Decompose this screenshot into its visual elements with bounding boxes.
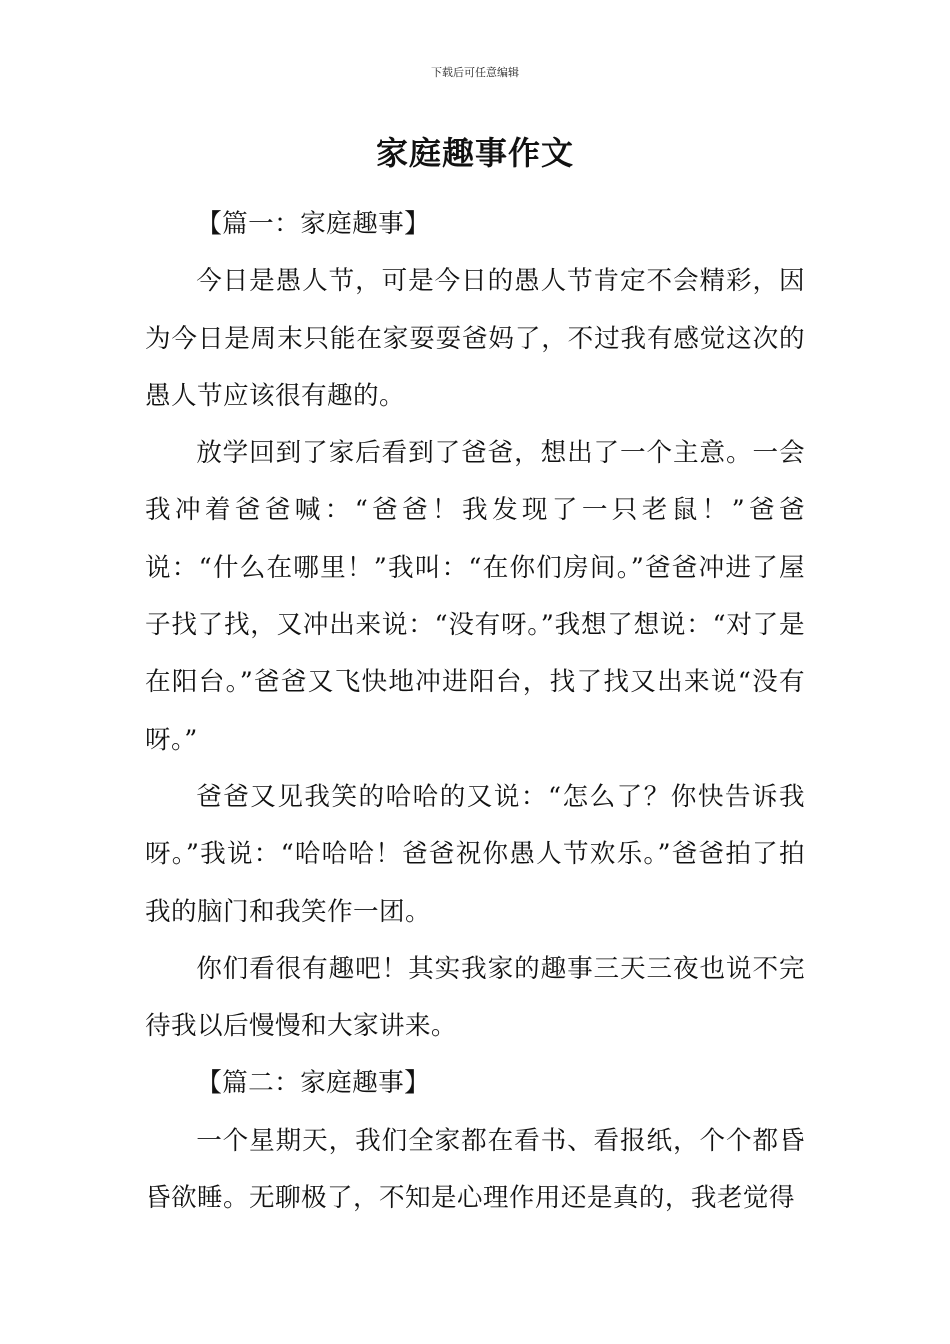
document-body	[145, 196, 805, 1227]
header-note: 下载后可任意编辑	[431, 66, 519, 79]
paragraph-1: 今日是愚人节，可是今日的愚人节肯定不会精彩，因为今日是周末只能在家耍耍爸妈了，不过我有感觉这次的愚人节应该很有趣的。	[145, 266, 805, 411]
section-heading-1: 【篇一：家庭趣事】	[196, 209, 431, 239]
section-heading-2: 【篇二：家庭趣事】	[196, 1068, 431, 1099]
paragraph-2: 放学回到了家后看到了爸爸，想出了一个主意。一会我冲着爸爸喊：“爸爸！我发现了一只老鼠！”爸爸说：“什么在哪里！”我叫：“在你们房间。”爸爸冲进了屋子找了找，又冲出来说：“没有呀。”我想了想说：“对了是在阳台。”爸爸又飞快地冲进阳台，找了找又出来说“没有呀。”	[145, 438, 805, 755]
paragraph-5: 一个星期天，我们全家都在看书、看报纸，个个都昏昏欲睡。无聊极了，不知是心理作用还是真的，我老觉得	[145, 1125, 805, 1214]
paragraph-4: 你们看很有趣吧！其实我家的趣事三天三夜也说不完待我以后慢慢和大家讲来。	[145, 953, 805, 1042]
document-title: 家庭趣事作文	[375, 134, 574, 172]
paragraph-3: 爸爸又见我笑的哈哈的又说：“怎么了？你快告诉我呀。”我说：“哈哈哈！爸爸祝你愚人节欢乐。”爸爸拍了拍我的脑门和我笑作一团。	[145, 781, 805, 927]
